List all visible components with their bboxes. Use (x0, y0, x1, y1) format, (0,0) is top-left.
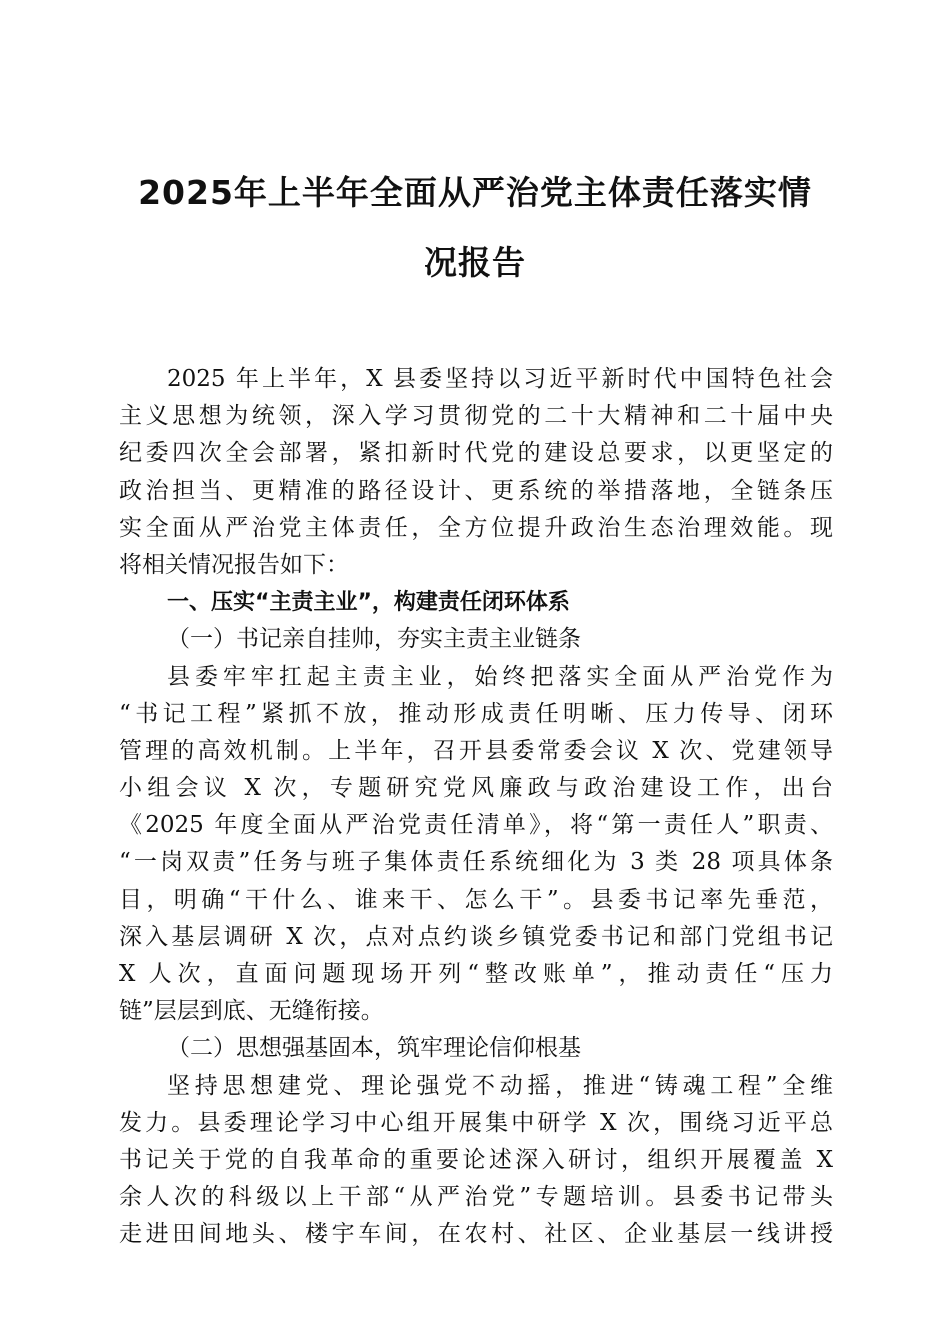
paragraph-line: 管理的高效机制。上半年，召开县委常委会议 X 次、党建领导 (119, 737, 833, 764)
paragraph-line: 坚持思想建党、理论强党不动摇，推进“铸魂工程”全维 (167, 1072, 833, 1099)
document-title-line-2: 况报告 (424, 243, 526, 282)
paragraph-line: 链”层层到底、无缝衔接。 (119, 998, 384, 1025)
paragraph-line: 实全面从严治党主体责任，全方位提升政治生态治理效能。现 (119, 514, 833, 541)
document-title-line-1: 2025年上半年全面从严治党主体责任落实情 (138, 173, 812, 212)
paragraph-line: 余人次的科级以上干部“从严治党”专题培训。县委书记带头 (119, 1184, 833, 1211)
paragraph-line: “书记工程”紧抓不放，推动形成责任明晰、压力传导、闭环 (119, 700, 833, 727)
section-heading-1: 一、压实“主责主业”，构建责任闭环体系 (167, 590, 570, 616)
paragraph-line: “一岗双责”任务与班子集体责任系统细化为 3 类 28 项具体条 (119, 849, 833, 876)
paragraph-line: 目，明确“干什么、谁来干、怎么干”。县委书记率先垂范， (119, 886, 833, 913)
paragraph-line: 2025 年上半年，X 县委坚持以习近平新时代中国特色社会 (167, 366, 833, 392)
paragraph-line: 发力。县委理论学习中心组开展集中研学 X 次，围绕习近平总 (119, 1109, 833, 1136)
paragraph-line: 将相关情况报告如下： (119, 551, 349, 578)
paragraph-line: 主义思想为统领，深入学习贯彻党的二十大精神和二十届中央 (119, 403, 833, 430)
paragraph-line: 纪委四次全会部署，紧扣新时代党的建设总要求，以更坚定的 (119, 440, 833, 467)
paragraph-line: 书记关于党的自我革命的重要论述深入研讨，组织开展覆盖 X (119, 1146, 833, 1173)
document-body (119, 361, 833, 1254)
paragraph-line: X 人次，直面问题现场开列“整改账单”，推动责任“压力 (119, 961, 833, 987)
subsection-heading-2: （二）思想强基固本，筑牢理论信仰根基 (167, 1035, 581, 1062)
paragraph-line: 政治担当、更精准的路径设计、更系统的举措落地，全链条压 (119, 477, 833, 504)
subsection-heading-1: （一）书记亲自挂帅，夯实主责主业链条 (167, 626, 581, 653)
paragraph-line: 《2025 年度全面从严治党责任清单》，将“第一责任人”职责、 (119, 812, 833, 839)
paragraph-line: 走进田间地头、楼宇车间，在农村、社区、企业基层一线讲授 (119, 1221, 833, 1248)
paragraph-line: 县委牢牢扛起主责主业，始终把落实全面从严治党作为 (167, 663, 833, 690)
paragraph-line: 深入基层调研 X 次，点对点约谈乡镇党委书记和部门党组书记 (119, 923, 833, 950)
paragraph-line: 小组会议 X 次，专题研究党风廉政与政治建设工作，出台 (119, 775, 833, 802)
